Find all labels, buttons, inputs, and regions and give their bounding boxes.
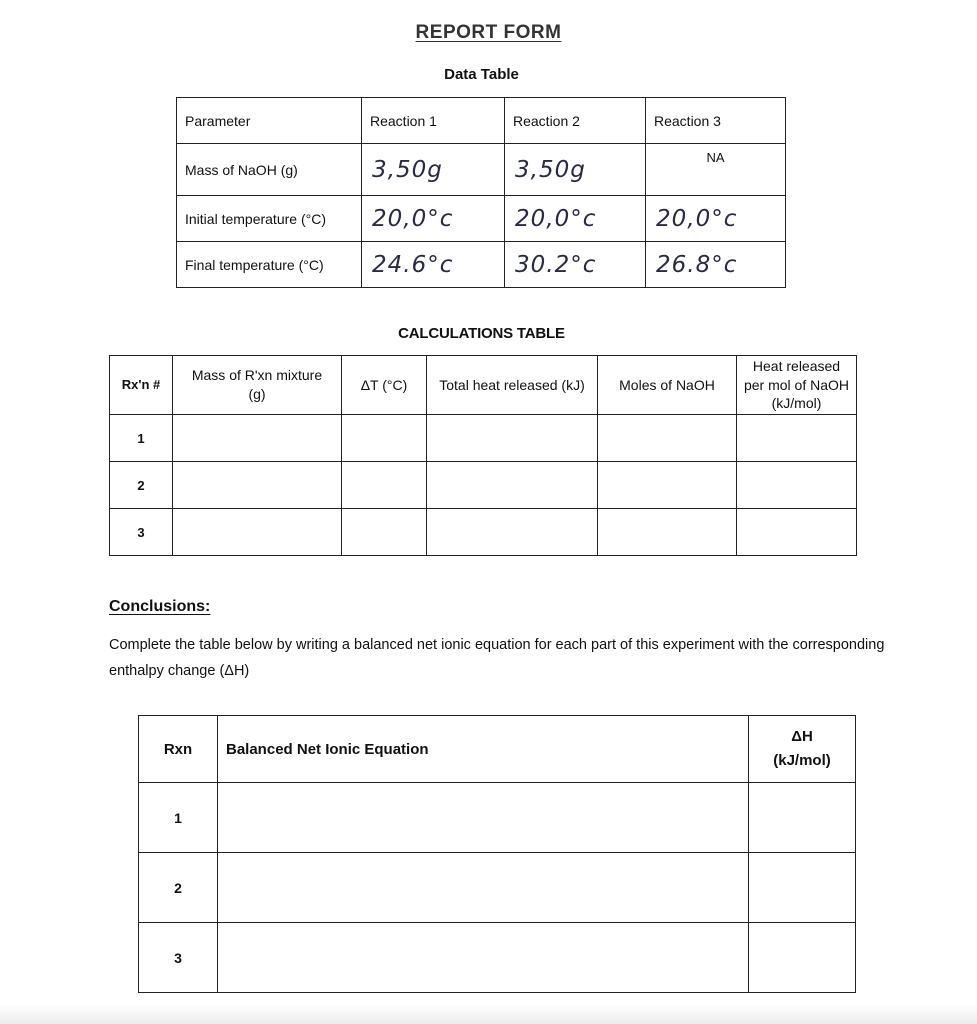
empty-cell[interactable]	[598, 462, 737, 509]
equation-row	[139, 783, 856, 853]
empty-cell[interactable]	[342, 415, 427, 462]
empty-cell[interactable]	[427, 509, 598, 556]
header-reaction-2: Reaction 2	[505, 98, 646, 144]
row-number: 1	[110, 415, 173, 462]
row-number: 1	[139, 783, 218, 853]
header-rxn-number: Rx'n #	[110, 356, 173, 415]
empty-cell[interactable]	[427, 415, 598, 462]
data-table-header-row	[177, 98, 786, 144]
empty-cell[interactable]	[737, 415, 857, 462]
data-row-mass	[177, 144, 786, 196]
calc-header-row	[110, 356, 857, 415]
empty-cell[interactable]	[173, 509, 342, 556]
handwritten-value: 24.6°c	[362, 242, 505, 288]
row-number: 2	[139, 853, 218, 923]
row-label: Initial temperature (°C)	[177, 196, 362, 242]
empty-cell[interactable]	[342, 462, 427, 509]
empty-cell[interactable]	[737, 509, 857, 556]
empty-cell[interactable]	[342, 509, 427, 556]
calculations-table-title: CALCULATIONS TABLE	[398, 325, 565, 342]
equation-table	[138, 715, 856, 993]
data-row-initial-temp	[177, 196, 786, 242]
header-moles-naoh: Moles of NaOH	[598, 356, 737, 415]
calc-row	[110, 462, 857, 509]
calc-row	[110, 415, 857, 462]
data-table-title: Data Table	[444, 66, 519, 83]
row-number: 3	[110, 509, 173, 556]
calculations-table	[109, 355, 857, 556]
handwritten-value: 26.8°c	[646, 242, 786, 288]
header-equation: Balanced Net Ionic Equation	[218, 716, 749, 783]
header-mass-mixture: Mass of R'xn mixture (g)	[173, 356, 342, 415]
delta-h-unit: (kJ/mol)	[773, 752, 831, 769]
header-heat-per-mol: Heat released per mol of NaOH (kJ/mol)	[737, 356, 857, 415]
delta-h-symbol: ΔH	[791, 728, 813, 745]
data-table	[176, 97, 786, 288]
equation-row	[139, 923, 856, 993]
equation-row	[139, 853, 856, 923]
empty-cell[interactable]	[598, 509, 737, 556]
conclusions-instructions: Complete the table below by writing a balanced net ionic equation for each part of this experiment with the corresponding enthalpy change (ΔH)	[109, 637, 885, 679]
row-label: Final temperature (°C)	[177, 242, 362, 288]
handwritten-value: 3,50g	[505, 144, 646, 196]
empty-cell[interactable]	[749, 923, 856, 993]
header-total-heat: Total heat released (kJ)	[427, 356, 598, 415]
handwritten-value: 3,50g	[362, 144, 505, 196]
row-label: Mass of NaOH (g)	[177, 144, 362, 196]
empty-cell[interactable]	[427, 462, 598, 509]
row-number: 2	[110, 462, 173, 509]
header-delta-h	[749, 716, 856, 783]
header-delta-t: ΔT (°C)	[342, 356, 427, 415]
value-na: NA	[646, 144, 786, 196]
calc-row	[110, 509, 857, 556]
header-reaction-3: Reaction 3	[646, 98, 786, 144]
empty-cell[interactable]	[749, 853, 856, 923]
header-reaction-1: Reaction 1	[362, 98, 505, 144]
empty-cell[interactable]	[218, 923, 749, 993]
handwritten-value: 30.2°c	[505, 242, 646, 288]
equation-header-row	[139, 716, 856, 783]
empty-cell[interactable]	[598, 415, 737, 462]
row-number: 3	[139, 923, 218, 993]
handwritten-value: 20,0°c	[362, 196, 505, 242]
empty-cell[interactable]	[173, 462, 342, 509]
empty-cell[interactable]	[218, 783, 749, 853]
header-rxn: Rxn	[139, 716, 218, 783]
conclusions-heading: Conclusions:	[109, 598, 211, 615]
page-title: REPORT FORM	[415, 22, 562, 43]
handwritten-value: 20,0°c	[505, 196, 646, 242]
empty-cell[interactable]	[737, 462, 857, 509]
empty-cell[interactable]	[749, 783, 856, 853]
page-bottom-shadow	[0, 1004, 977, 1024]
handwritten-value: 20,0°c	[646, 196, 786, 242]
header-parameter: Parameter	[177, 98, 362, 144]
empty-cell[interactable]	[218, 853, 749, 923]
empty-cell[interactable]	[173, 415, 342, 462]
data-row-final-temp	[177, 242, 786, 288]
